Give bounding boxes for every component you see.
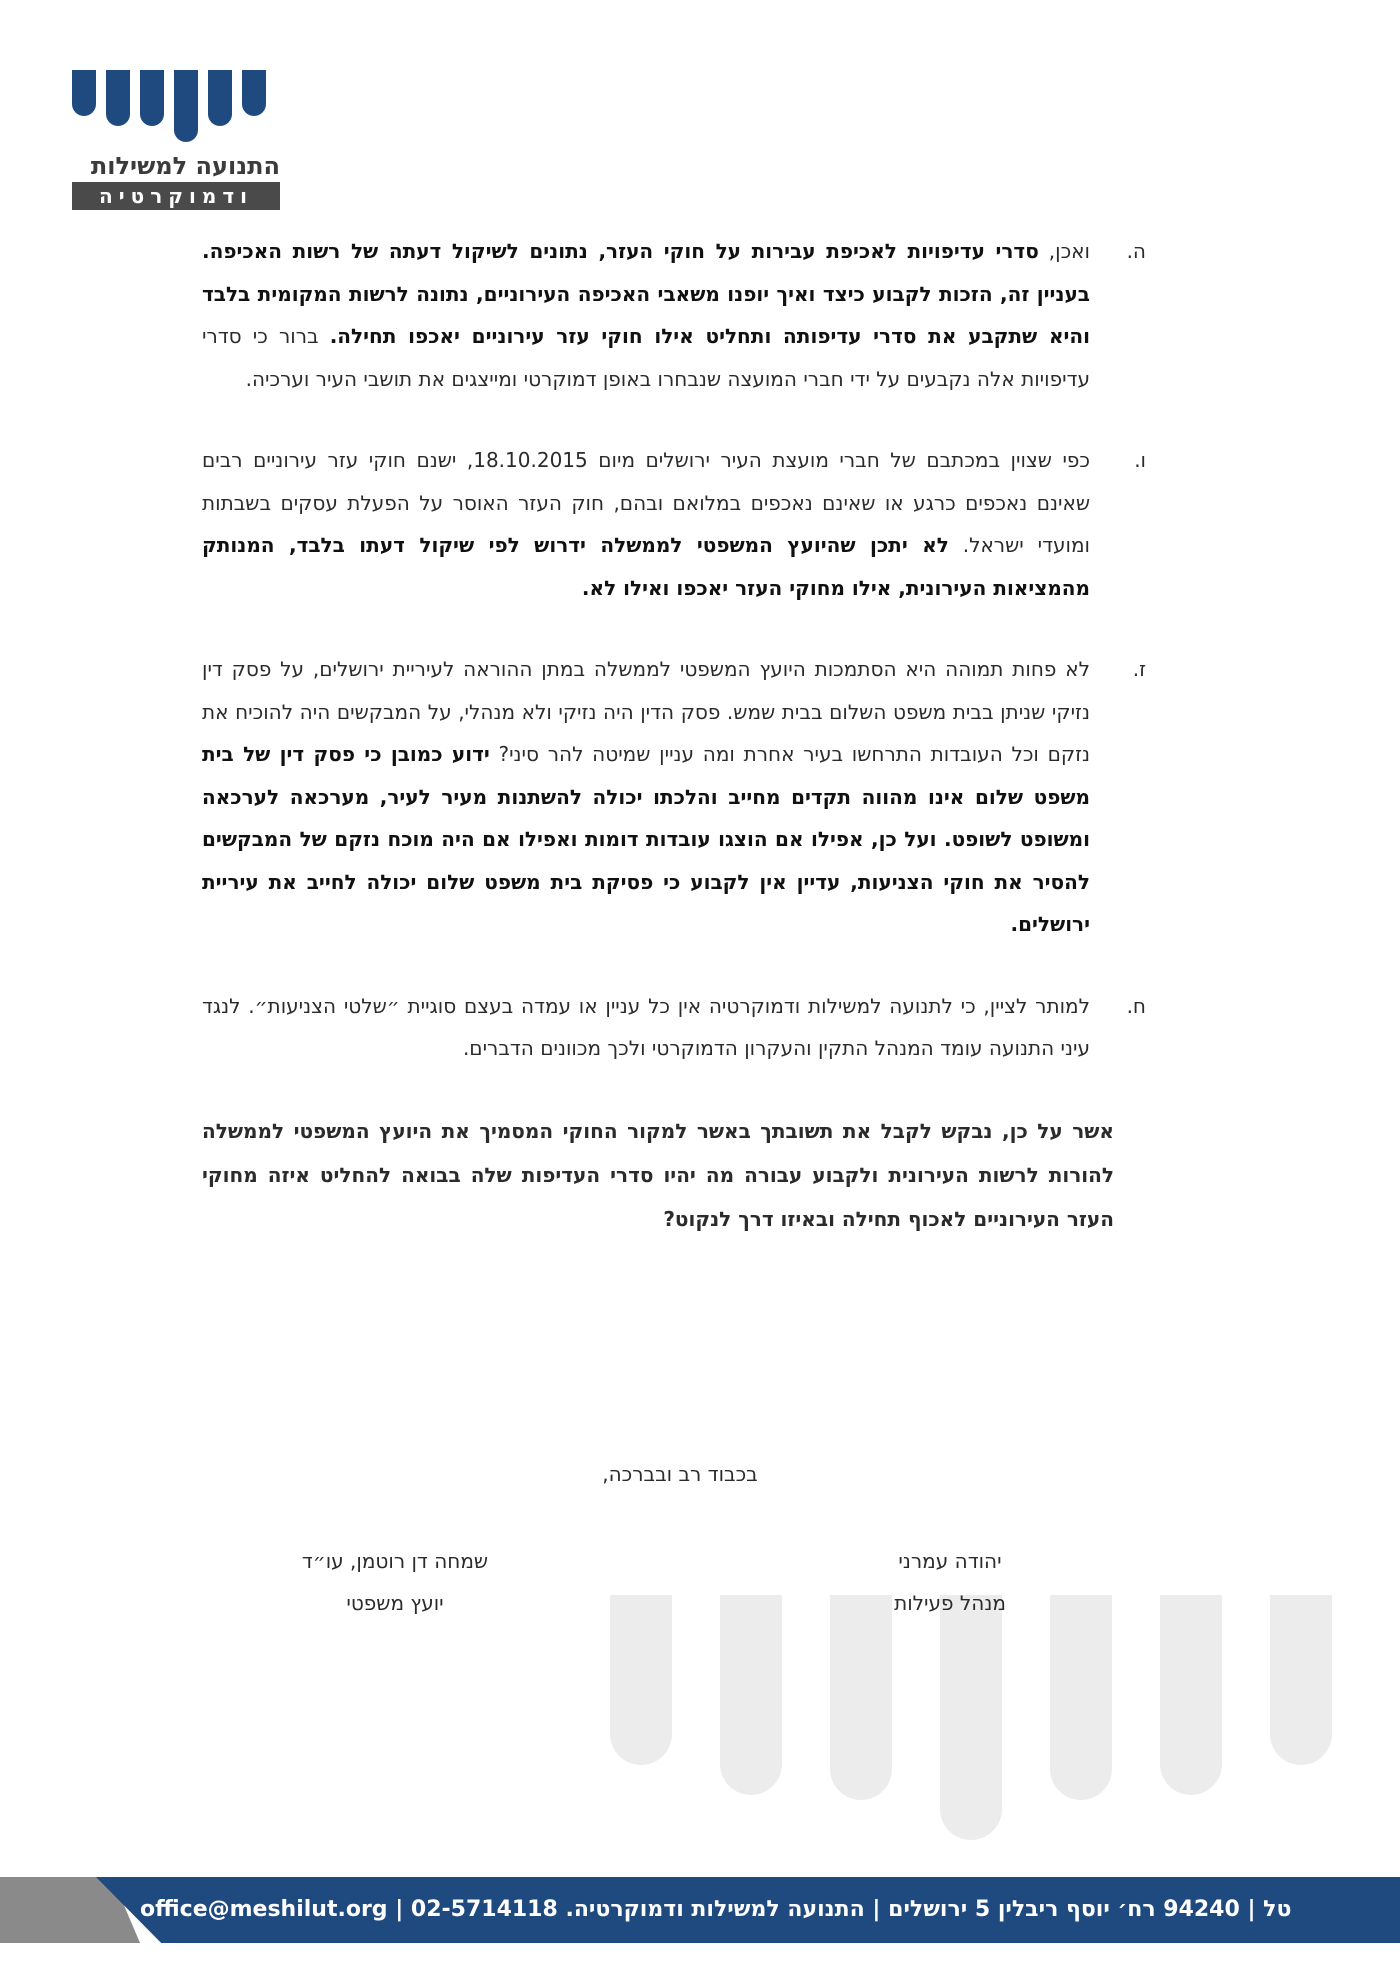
signer-name: שמחה דן רוטמן, עו״ד (301, 1549, 489, 1573)
item-marker: ז. (1132, 657, 1146, 681)
item-marker: ו. (1134, 448, 1146, 472)
list-item: ו. כפי שצוין במכתבם של חברי מועצת העיר ירושלים מיום 18.10.2015, ישנם חוקי עזר עירוניים רבים שאינם נאכפים כרגע או שאינם נאכפים במלואם ובהם, חוק העזר האוסר על הפעלת עסקים בשבתות ומועדי ישראל. לא יתכן שהיועץ המשפטי לממשלה ידרוש לפי שיקול דעתו בלבד, המנותק מהמציאות העירונית, אילו מחוקי העזר יאכפו ואילו לא. (202, 439, 1114, 609)
organization-logo (72, 70, 280, 210)
list-item: ה. ואכן, סדרי עדיפויות לאכיפת עבירות על חוקי העזר, נתונים לשיקול דעתה של רשות האכיפה. בעניין זה, הזכות לקבוע כיצד ואיך יופנו משאבי האכיפה העירוניים, נתונה לרשות המקומית בלבד והיא שתקבע את סדרי עדיפותה ותחליט אילו חוקי עזר עירוניים יאכפו תחילה. ברור כי סדרי עדיפויות אלה נקבעים על ידי חברי המועצה שנבחרו באופן דמוקרטי ומייצגים את תושבי העיר וערכיה. (202, 230, 1114, 400)
logo-subtitle: ודמוקרטיה (72, 182, 280, 210)
stripes-logo-icon (72, 70, 280, 142)
item-marker: ח. (1126, 993, 1146, 1018)
footer-contact: office@meshilut.org | 02-5714118 .טל | 94240 רח׳ יוסף ריבלין 5 ירושלים | התנועה למשילות ודמוקרטיה (140, 1897, 1292, 1922)
regards-line: בכבוד רב ובברכה, (602, 1462, 758, 1486)
signer-name: יהודה עמרני (898, 1549, 1002, 1573)
list-item: ז. לא פחות תמוהה היא הסתמכות היועץ המשפטי לממשלה במתן ההוראה לעיריית ירושלים, על פסק דין נזיקי שניתן בבית משפט השלום בבית שמש. פסק הדין היה נזיקי ולא מנהלי, על המבקשים היה להוכיח את נזקם וכל העובדות התרחשו בעיר אחרת ומה עניין שמיטה להר סיני? ידוע כמובן כי פסק דין של בית משפט שלום אינו מהווה תקדים מחייב והלכתו יכולה להשתנות מעיר לעיר, מערכאה לערכאה ומשופט לשופט. ועל כן, אפילו אם הוצגו עובדות דומות ואפילו אם היה מוכח נזקם של המבקשים להסיר את חוקי הצניעות, עדיין אין לקבוע כי פסיקת בית משפט שלום יכולה לחייב את עיריית ירושלים. (202, 648, 1114, 946)
signer-title: יועץ משפטי (346, 1591, 444, 1615)
signature-right (870, 1540, 1030, 1624)
logo-title: התנועה למשילות (90, 152, 280, 180)
item-marker: ה. (1126, 239, 1146, 263)
letter-body (202, 230, 1146, 1241)
signer-title: מנהל פעילות (894, 1591, 1006, 1615)
list-item: ח. למותר לציין, כי לתנועה למשילות ודמוקרטיה אין כל עניין או עמדה בעצם סוגיית ״שלטי הצניעות״. לנגד עיני התנועה עומד המנהל התקין והעקרון הדמוקרטי ולכך מכוונים הדברים. (202, 985, 1114, 1070)
closing-paragraph: אשר על כן, נבקש לקבל את תשובתך באשר למקור החוקי המסמיך את היועץ המשפטי לממשלה להורות לרשות העירונית ולקבוע עבורה מה יהיו סדרי העדיפות שלה בבואה להחליט איזה מחוקי העזר העירוניים לאכוף תחילה ובאיזו דרך לנקוט? (202, 1118, 1114, 1231)
stripes-watermark-icon (600, 1595, 1360, 1845)
signature-left (270, 1540, 520, 1624)
